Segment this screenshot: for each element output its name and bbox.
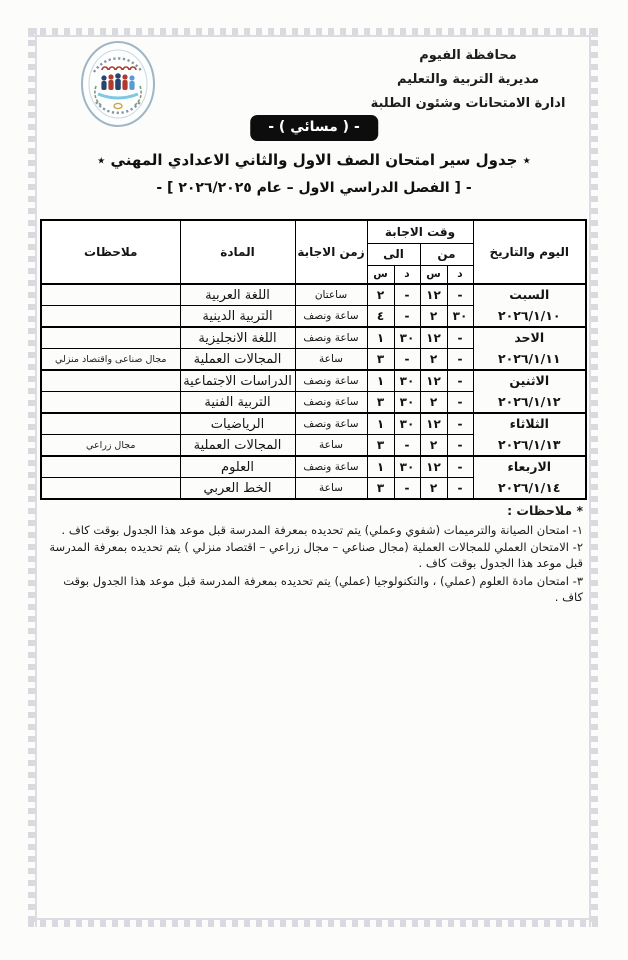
note-cell [41,478,180,500]
col-header-duration: زمن الاجابة [295,220,367,284]
org-line-directorate: مديرية التربية والتعليم [396,72,540,87]
col-header-to-hours: س [367,265,394,284]
duration-cell: ساعة ونصف [295,413,367,435]
from-hours-cell: ١٢ [420,370,447,392]
to-hours-cell: ١ [367,456,394,478]
to-hours-cell: ٤ [367,306,394,328]
day-name: الاحد [514,330,545,345]
to-minutes-cell: - [394,435,420,457]
day-date-cell [473,413,586,456]
from-hours-cell: ١٢ [420,456,447,478]
table-row [41,284,586,306]
table-row [41,370,586,392]
from-hours-cell: ٢ [420,478,447,500]
schedule-title: ٭ جدول سير امتحان الصف الاول والثاني الاعدادي المهني ٭ [97,151,531,169]
table-row [41,456,586,478]
from-minutes-cell: - [447,456,473,478]
subject-cell: الخط العربي [180,478,295,500]
col-header-from-hours: س [420,265,447,284]
duration-cell: ساعة ونصف [295,306,367,328]
day-date-cell [473,327,586,370]
subject-cell: العلوم [180,456,295,478]
subject-cell: اللغة العربية [180,284,295,306]
duration-cell: ساعة [295,478,367,500]
org-line-administration: ادارة الامتحانات وشئون الطلبة [370,96,566,111]
note-cell [41,413,180,435]
from-hours-cell: ٢ [420,435,447,457]
col-header-answer-time: وقت الاجابة [367,220,473,243]
day-date: ٢٠٢٦/١/١٠ [497,307,561,323]
note-cell [41,306,180,328]
from-hours-cell: ١٢ [420,413,447,435]
duration-cell: ساعة [295,435,367,457]
to-hours-cell: ٣ [367,349,394,371]
note-cell: مجال زراعي [41,435,180,457]
footnotes-section [42,502,583,606]
note-cell [41,284,180,306]
col-header-day-date: اليوم والتاريخ [473,220,586,284]
col-header-to: الى [367,243,420,265]
day-date-cell [473,370,586,413]
from-hours-cell: ١٢ [420,284,447,306]
to-minutes-cell: ٣٠ [394,456,420,478]
duration-cell: ساعة ونصف [295,392,367,414]
col-header-notes: ملاحظات [41,220,180,284]
col-header-from: من [420,243,473,265]
to-hours-cell: ٣ [367,392,394,414]
to-minutes-cell: - [394,349,420,371]
day-date-cell [473,284,586,327]
to-minutes-cell: - [394,284,420,306]
day-name: الثلاثاء [509,416,549,431]
from-hours-cell: ١٢ [420,327,447,349]
duration-cell: ساعة ونصف [295,370,367,392]
to-hours-cell: ٣ [367,435,394,457]
day-date: ٢٠٢٦/١/١٣ [497,436,561,452]
day-date: ٢٠٢٦/١/١١ [497,350,561,366]
to-minutes-cell: ٣٠ [394,327,420,349]
from-minutes-cell: - [447,284,473,306]
org-header [348,44,588,116]
to-hours-cell: ١ [367,413,394,435]
duration-cell: ساعة ونصف [295,456,367,478]
to-hours-cell: ٣ [367,478,394,500]
exam-schedule-table [40,219,587,500]
to-minutes-cell: ٣٠ [394,413,420,435]
education-directorate-seal-icon [80,40,156,128]
duration-cell: ساعتان [295,284,367,306]
from-hours-cell: ٢ [420,349,447,371]
footnotes-heading: * ملاحظات : [507,503,583,518]
to-hours-cell: ٢ [367,284,394,306]
from-minutes-cell: ٣٠ [447,306,473,328]
day-date: ٢٠٢٦/١/١٤ [497,479,561,495]
from-minutes-cell: - [447,370,473,392]
to-minutes-cell: - [394,306,420,328]
org-line-governorate: محافظة الفيوم [419,48,517,63]
note-cell [41,327,180,349]
day-name: الاربعاء [507,459,552,474]
subject-cell: التربية الفنية [180,392,295,414]
footnote-item: ٣- امتحان مادة العلوم (عملي) ، والتكنولوجيا (عملي) يتم تحديده بمعرفة المدرسة قبل موعد هذا الجدول بوقت كاف . [63,573,583,605]
footnote-item: ١- امتحان الصيانة والترميمات (شفوي وعملي) يتم تحديده بمعرفة المدرسة قبل موعد هذا الجدول بوقت كاف . [61,522,583,537]
note-cell: مجال صناعى واقتصاد منزلي [41,349,180,371]
decorative-border-bottom [28,918,598,927]
day-date-cell [473,456,586,499]
semester-year-line: - [ الفصل الدراسي الاول – عام ٢٠٢٦/٢٠٢٥ ] - [156,180,472,196]
day-name: السبت [509,287,550,302]
subject-cell: اللغة الانجليزية [180,327,295,349]
from-minutes-cell: - [447,478,473,500]
from-hours-cell: ٢ [420,392,447,414]
table-row [41,327,586,349]
evening-session-badge: - ( مسائي ) - [250,115,378,141]
from-minutes-cell: - [447,392,473,414]
duration-cell: ساعة [295,349,367,371]
to-minutes-cell: ٣٠ [394,370,420,392]
day-name: الاثنين [509,373,550,388]
decorative-border-top [28,28,598,37]
duration-cell: ساعة ونصف [295,327,367,349]
day-date: ٢٠٢٦/١/١٢ [497,393,561,409]
note-cell [41,370,180,392]
from-minutes-cell: - [447,349,473,371]
from-hours-cell: ٢ [420,306,447,328]
to-hours-cell: ١ [367,370,394,392]
col-header-subject: المادة [180,220,295,284]
note-cell [41,456,180,478]
subject-cell: التربية الدينية [180,306,295,328]
note-cell [41,392,180,414]
subject-cell: المجالات العملية [180,349,295,371]
from-minutes-cell: - [447,327,473,349]
to-hours-cell: ١ [367,327,394,349]
table-row [41,413,586,435]
footnote-item: ٢- الامتحان العملي للمجالات العملية (مجال صناعي – مجال زراعي – اقتصاد منزلي ) يتم تحديده بمعرفة المدرسة قبل موعد هذا الجدول بوقت كاف . [49,540,583,571]
subject-cell: المجالات العملية [180,435,295,457]
col-header-from-minutes: د [447,265,473,284]
schedule-table-container [42,219,587,500]
to-minutes-cell: - [394,478,420,500]
subject-cell: الرياضيات [180,413,295,435]
subject-cell: الدراسات الاجتماعية [180,370,295,392]
from-minutes-cell: - [447,435,473,457]
to-minutes-cell: ٣٠ [394,392,420,414]
col-header-to-minutes: د [394,265,420,284]
from-minutes-cell: - [447,413,473,435]
